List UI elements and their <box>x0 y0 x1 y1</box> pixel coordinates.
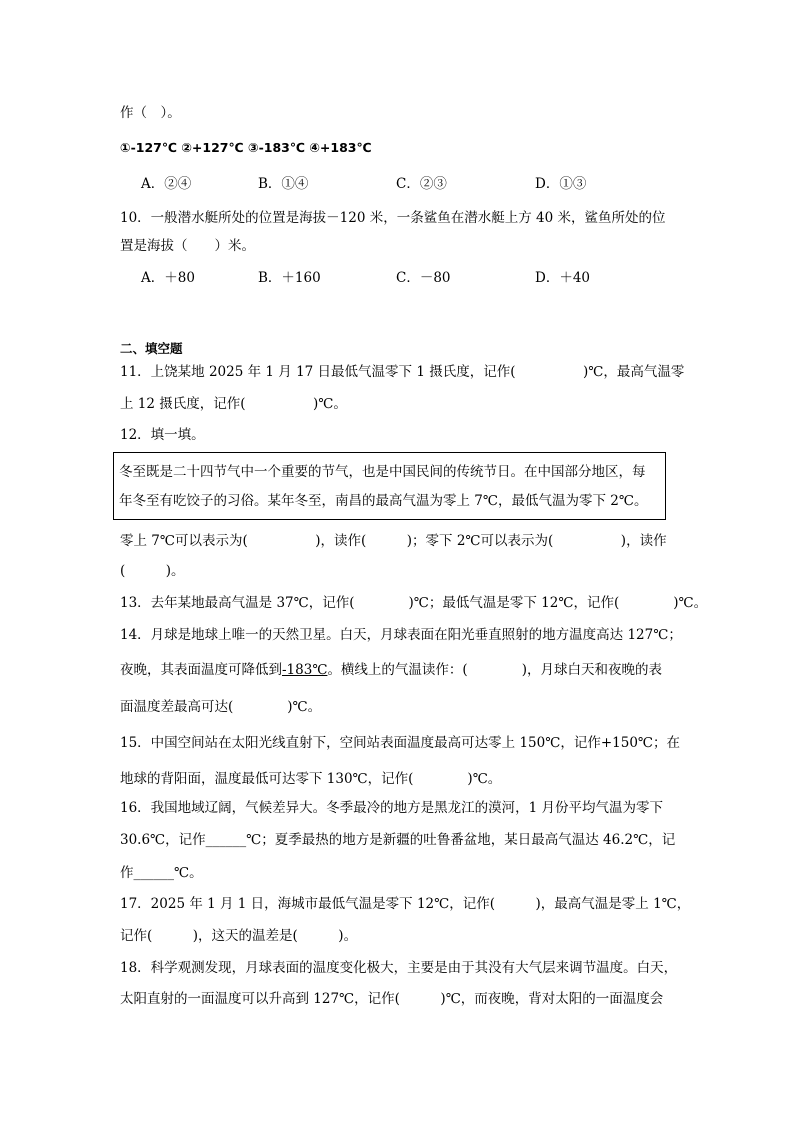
q10-line-1: 10．一般潜水艇所处的位置是海拔－120 米，一条鲨鱼在潜水艇上方 40 米，鲨鱼所处的位 <box>120 210 666 226</box>
q10-line-2: 置是海拔（ ）米。 <box>120 238 255 254</box>
q10-option-b[interactable]: B．＋160 <box>258 270 321 286</box>
q11-line-1: 11．上饶某地 2025 年 1 月 17 日最低气温零下 1 摄氏度，记作( )℃，最高气温零 <box>120 364 685 380</box>
q17-line-2: 记作( )，这天的温差是( )。 <box>120 928 358 944</box>
q16-line-1: 16．我国地域辽阔，气候差异大。冬季最冷的地方是黑龙江的漠河，1 月份平均气温为零下 <box>120 800 664 816</box>
q10-option-c[interactable]: C．－80 <box>396 270 451 286</box>
q9-option-d[interactable]: D．①③ <box>535 176 587 192</box>
q10-option-a[interactable]: A．＋80 <box>141 270 195 286</box>
q15-line-2: 地球的背阳面，温度最低可达零下 130℃，记作( )℃。 <box>120 771 502 787</box>
q13-line: 13．去年某地最高气温是 37℃，记作( )℃；最低气温是零下 12℃，记作( )℃。 <box>120 595 708 611</box>
q14-text-before: 夜晚，其表面温度可降低到 <box>120 662 282 678</box>
line-q9-items: ①-127℃ ②+127℃ ③-183℃ ④+183℃ <box>120 140 372 155</box>
q14-text-after: 。横线上的气温读作：( )，月球白天和夜晚的表 <box>327 662 662 678</box>
q14-line-3: 面温度差最高可达( )℃。 <box>120 699 322 715</box>
section-title-fill-blank: 二、填空题 <box>120 341 183 356</box>
q14-underlined-temp: -183℃ <box>282 662 328 678</box>
q10-option-d[interactable]: D．＋40 <box>535 270 591 286</box>
q12-box-line-2: 年冬至有吃饺子的习俗。某年冬至，南昌的最高气温为零上 7℃，最低气温为零下 2℃。 <box>119 493 648 509</box>
q14-line-1: 14．月球是地球上唯一的天然卫星。白天，月球表面在阳光垂直照射的地方温度高达 127℃； <box>120 627 682 643</box>
q12-line-1: 零上 7℃可以表示为( )，读作( )；零下 2℃可以表示为( )，读作 <box>120 533 667 549</box>
q12-box-line-1: 冬至既是二十四节气中一个重要的节气，也是中国民间的传统节日。在中国部分地区，每 <box>119 464 646 480</box>
q16-line-3: 作______℃。 <box>120 865 203 881</box>
q9-option-a[interactable]: A．②④ <box>141 176 192 192</box>
q12-title: 12．填一填。 <box>120 427 205 443</box>
q15-line-1: 15．中国空间站在太阳光线直射下，空间站表面温度最高可达零上 150℃，记作+150℃；在 <box>120 735 681 751</box>
q12-line-2: ( )。 <box>120 563 185 579</box>
q18-line-1: 18．科学观测发现，月球表面的温度变化极大，主要是由于其没有大气层来调节温度。白天， <box>120 960 678 976</box>
q9-option-b[interactable]: B．①④ <box>258 176 309 192</box>
q14-line-2 <box>120 662 662 678</box>
q18-line-2: 太阳直射的一面温度可以升高到 127℃，记作( )℃，而夜晚，背对太阳的一面温度会 <box>120 991 664 1007</box>
q16-line-2: 30.6℃，记作______℃；夏季最热的地方是新疆的吐鲁番盆地，某日最高气温达 46.2℃，记 <box>120 832 676 848</box>
q17-line-1: 17．2025 年 1 月 1 日，海城市最低气温是零下 12℃，记作( )，最高气温是零上 1℃， <box>120 896 691 912</box>
q12-text-box <box>113 452 666 520</box>
q9-option-c[interactable]: C．②③ <box>396 176 447 192</box>
line-q9-end: 作（ ）。 <box>120 105 181 121</box>
q11-line-2: 上 12 摄氏度，记作( )℃。 <box>120 396 347 412</box>
